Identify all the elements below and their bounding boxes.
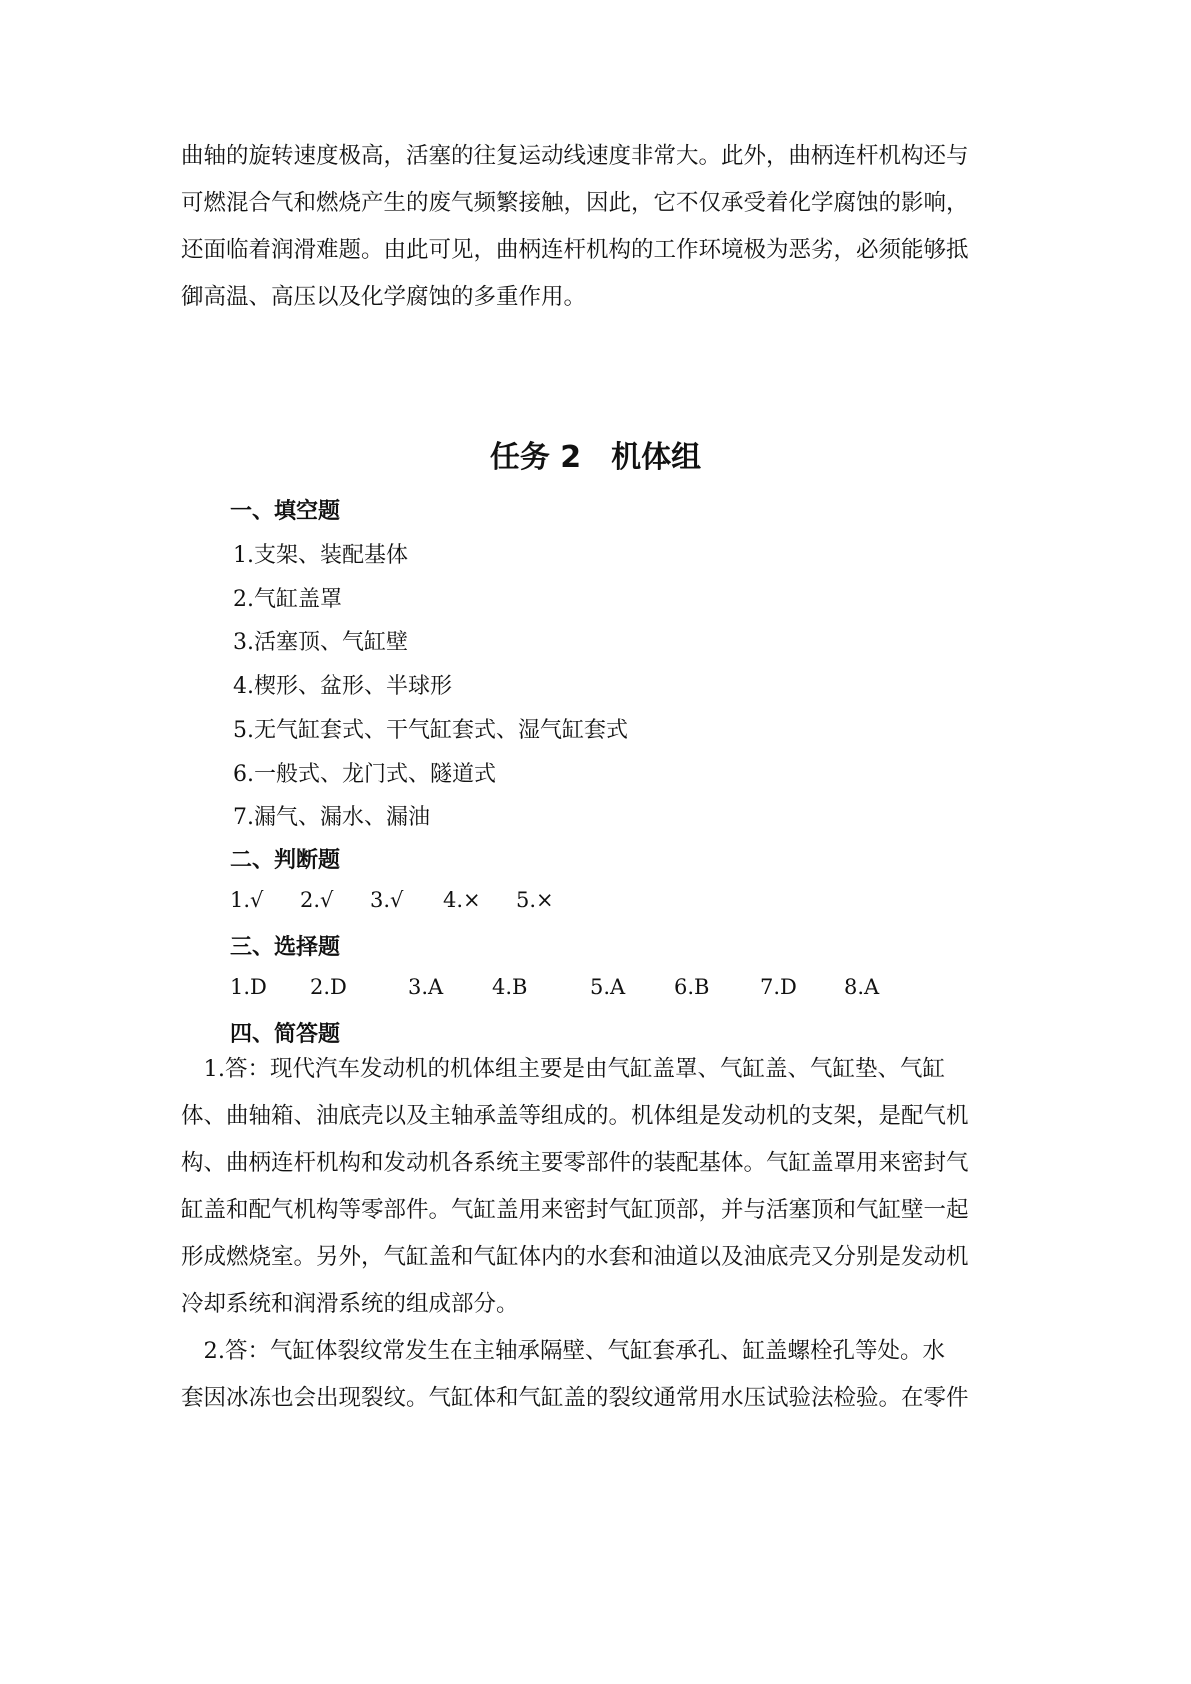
tf-answer: 3.√ (370, 888, 404, 912)
answer2-line: 套因冰冻也会出现裂纹。气缸体和气缸盖的裂纹通常用水压试验法检验。在零件 (181, 1385, 969, 1411)
mc-answer: 3.A (408, 975, 444, 999)
short-answer-1 (181, 1046, 1023, 1328)
fill-blank-item: 4.楔形、盆形、半球形 (233, 674, 452, 699)
mc-answer: 8.A (844, 975, 880, 999)
intro-line: 可燃混合气和燃烧产生的废气频繁接触，因此，它不仅承受着化学腐蚀的影响， (181, 190, 969, 216)
section-heading-fill-blank: 一、填空题 (230, 499, 341, 524)
answer1-line: 体、曲轴箱、油底壳以及主轴承盖等组成的。机体组是发动机的支架，是配气机 (181, 1103, 969, 1129)
answer1-line: 1.答：现代汽车发动机的机体组主要是由气缸盖罩、气缸盖、气缸垫、气缸 (181, 1056, 945, 1082)
intro-paragraph (181, 133, 1023, 321)
tf-answer: 1.√ (230, 888, 264, 912)
fill-blank-item: 2.气缸盖罩 (233, 587, 342, 612)
multiple-choice-answers (230, 975, 930, 1003)
mc-answer: 7.D (760, 975, 797, 999)
answer1-line: 形成燃烧室。另外，气缸盖和气缸体内的水套和油道以及油底壳又分别是发动机 (181, 1244, 969, 1270)
section-heading-true-false: 二、判断题 (230, 848, 341, 873)
mc-answer: 1.D (230, 975, 267, 999)
intro-line: 曲轴的旋转速度极高，活塞的往复运动线速度非常大。此外，曲柄连杆机构还与 (181, 143, 969, 169)
mc-answer: 5.A (590, 975, 626, 999)
mc-answer: 4.B (492, 975, 528, 999)
answer1-line: 缸盖和配气机构等零部件。气缸盖用来密封气缸顶部，并与活塞顶和气缸壁一起 (181, 1197, 969, 1223)
intro-line: 还面临着润滑难题。由此可见，曲柄连杆机构的工作环境极为恶劣，必须能够抵 (181, 237, 969, 263)
section-heading-short-answer: 四、简答题 (230, 1022, 341, 1047)
fill-blank-item: 6.一般式、龙门式、隧道式 (233, 762, 496, 787)
fill-blank-item: 1.支架、装配基体 (233, 543, 408, 568)
answer1-line: 冷却系统和润滑系统的组成部分。 (181, 1291, 519, 1317)
true-false-answers (230, 888, 830, 916)
mc-answer: 6.B (674, 975, 710, 999)
fill-blank-item: 3.活塞顶、气缸壁 (233, 630, 408, 655)
tf-answer: 4.× (443, 888, 481, 912)
fill-blank-item: 5.无气缸套式、干气缸套式、湿气缸套式 (233, 718, 628, 743)
mc-answer: 2.D (310, 975, 347, 999)
short-answer-2 (181, 1328, 1023, 1422)
tf-answer: 5.× (516, 888, 554, 912)
tf-answer: 2.√ (300, 888, 334, 912)
answer2-line: 2.答：气缸体裂纹常发生在主轴承隔壁、气缸套承孔、缸盖螺栓孔等处。水 (181, 1338, 945, 1364)
task-title: 任务 2 机体组 (489, 440, 702, 475)
answer1-line: 构、曲柄连杆机构和发动机各系统主要零部件的装配基体。气缸盖罩用来密封气 (181, 1150, 969, 1176)
fill-blank-item: 7.漏气、漏水、漏油 (233, 805, 430, 830)
intro-line: 御高温、高压以及化学腐蚀的多重作用。 (181, 284, 587, 310)
section-heading-multiple-choice: 三、选择题 (230, 935, 341, 960)
